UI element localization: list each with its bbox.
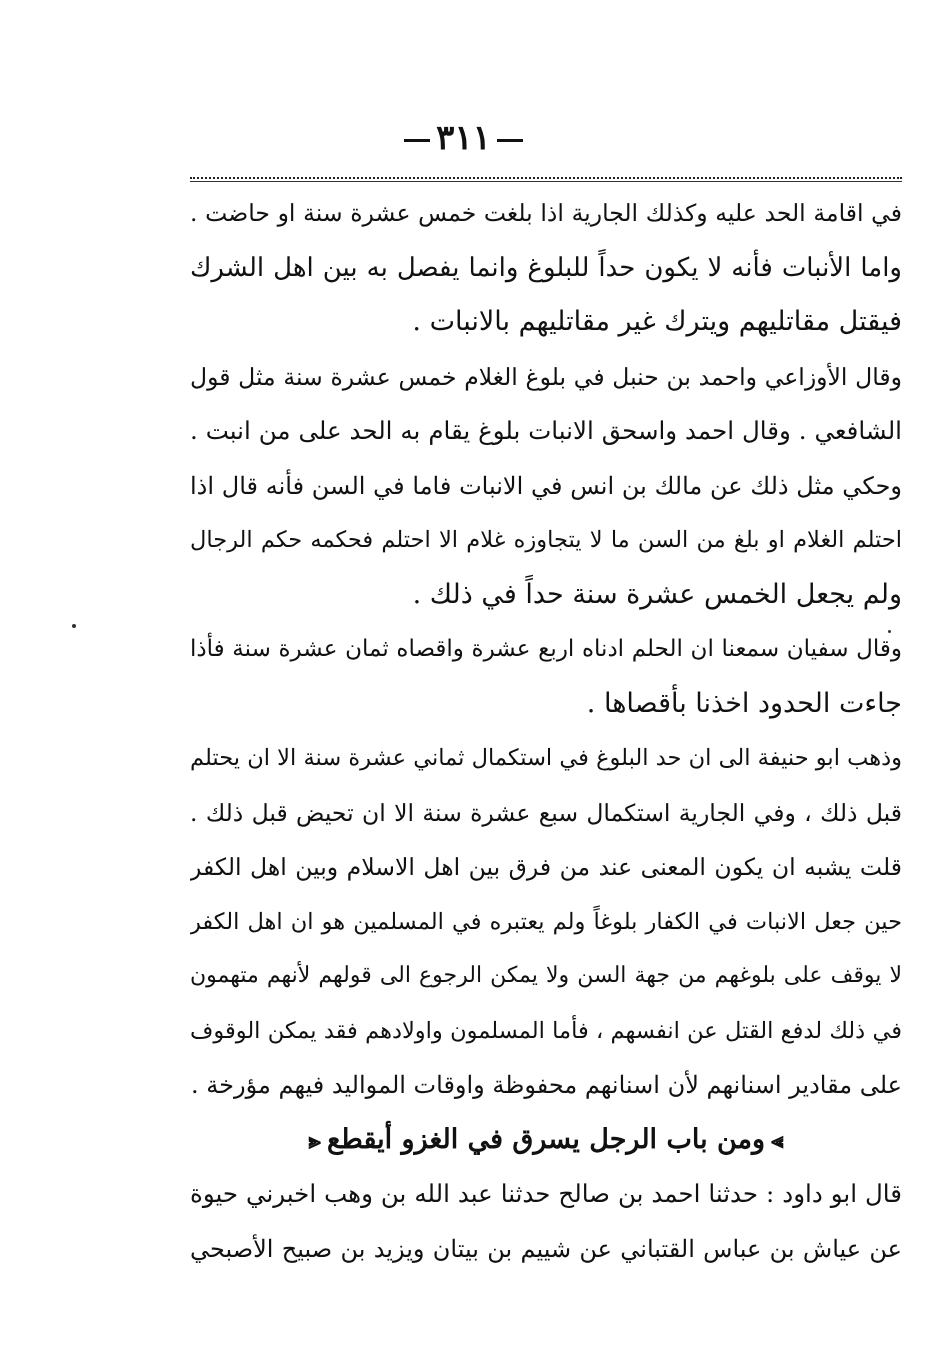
ornament-right-icon: ⫸: [771, 1127, 784, 1154]
header-dotted-rule: [190, 177, 902, 179]
header-solid-rule: [190, 181, 902, 182]
text-line: وذهب ابو حنيفة الى ان حد البلوغ في استكمال ثماني عشرة سنة الا ان يحتلم: [190, 745, 902, 771]
text-line: احتلم الغلام او بلغ من السن ما لا يتجاوزه غلام الا احتلم فحكمه حكم الرجال: [190, 527, 902, 553]
text-line: في ذلك لدفع القتل عن انفسهم ، فأما المسلمون واولادهم فقد يمكن الوقوف: [190, 1017, 902, 1044]
text-line: على مقادير اسنانهم لأن اسنانهم محفوظة واوقات المواليد فيهم مؤرخة .: [191, 1071, 902, 1099]
text-line: وحكي مثل ذلك عن مالك بن انس في الانبات فاما في السن فأنه قال اذا: [190, 471, 902, 500]
section-heading-text: ومن باب الرجل يسرق في الغزو أيقطع: [326, 1123, 766, 1155]
text-line: جاءت الحدود اخذنا بأقصاها .: [586, 687, 902, 719]
scan-speck: [72, 624, 76, 628]
text-line: قبل ذلك ، وفي الجارية استكمال سبع عشرة سنة الا ان تحيض قبل ذلك .: [190, 798, 902, 827]
text-line: الشافعي . وقال احمد واسحق الانبات بلوغ يقام به الحد على من انبت .: [190, 416, 902, 445]
text-line: قال ابو داود : حدثنا احمد بن صالح حدثنا عبد الله بن وهب اخبرني حيوة: [190, 1179, 902, 1208]
page-number-dash-left: [404, 139, 430, 142]
page-number-dash-right: [497, 139, 523, 142]
text-line: في اقامة الحد عليه وكذلك الجارية اذا بلغت خمس عشرة سنة او حاضت .: [190, 199, 902, 227]
ornament-left-icon: ⫷: [308, 1127, 321, 1154]
text-line: قلت يشبه ان يكون المعنى عند من فرق بين اهل الاسلام وبين اهل الكفر: [190, 853, 902, 881]
text-line: حين جعل الانبات في الكفار بلوغاً ولم يعتبره في المسلمين هو ان اهل الكفر: [190, 908, 902, 935]
text-line: عن عياش بن عباس القتباني عن شييم بن بيتان ويزيد بن صبيح الأصبحي: [190, 1234, 902, 1263]
page-number-text: ٣١١: [436, 118, 491, 158]
text-line: واما الأنبات فأنه لا يكون حداً للبلوغ وانما يفصل به بين اهل الشرك: [190, 252, 902, 283]
section-heading: [190, 1113, 902, 1168]
text-line: وقال الأوزاعي واحمد بن حنبل في بلوغ الغلام خمس عشرة سنة مثل قول: [190, 362, 902, 391]
text-line: لا يوقف على بلوغهم من جهة السن ولا يمكن الرجوع الى قولهم لأنهم متهمون: [190, 963, 902, 988]
text-line: وقال سفيان سمعنا ان الحلم ادناه اربع عشرة واقصاه ثمان عشرة سنة فأذا: [190, 636, 902, 662]
body-text: [190, 186, 902, 1276]
text-line: ولم يجعل الخمس عشرة سنة حداً في ذلك .: [412, 578, 902, 610]
scan-speck: [888, 630, 891, 633]
text-line: فيقتل مقاتليهم ويترك غير مقاتليهم بالانبات .: [412, 306, 902, 337]
page-number: [0, 118, 927, 158]
